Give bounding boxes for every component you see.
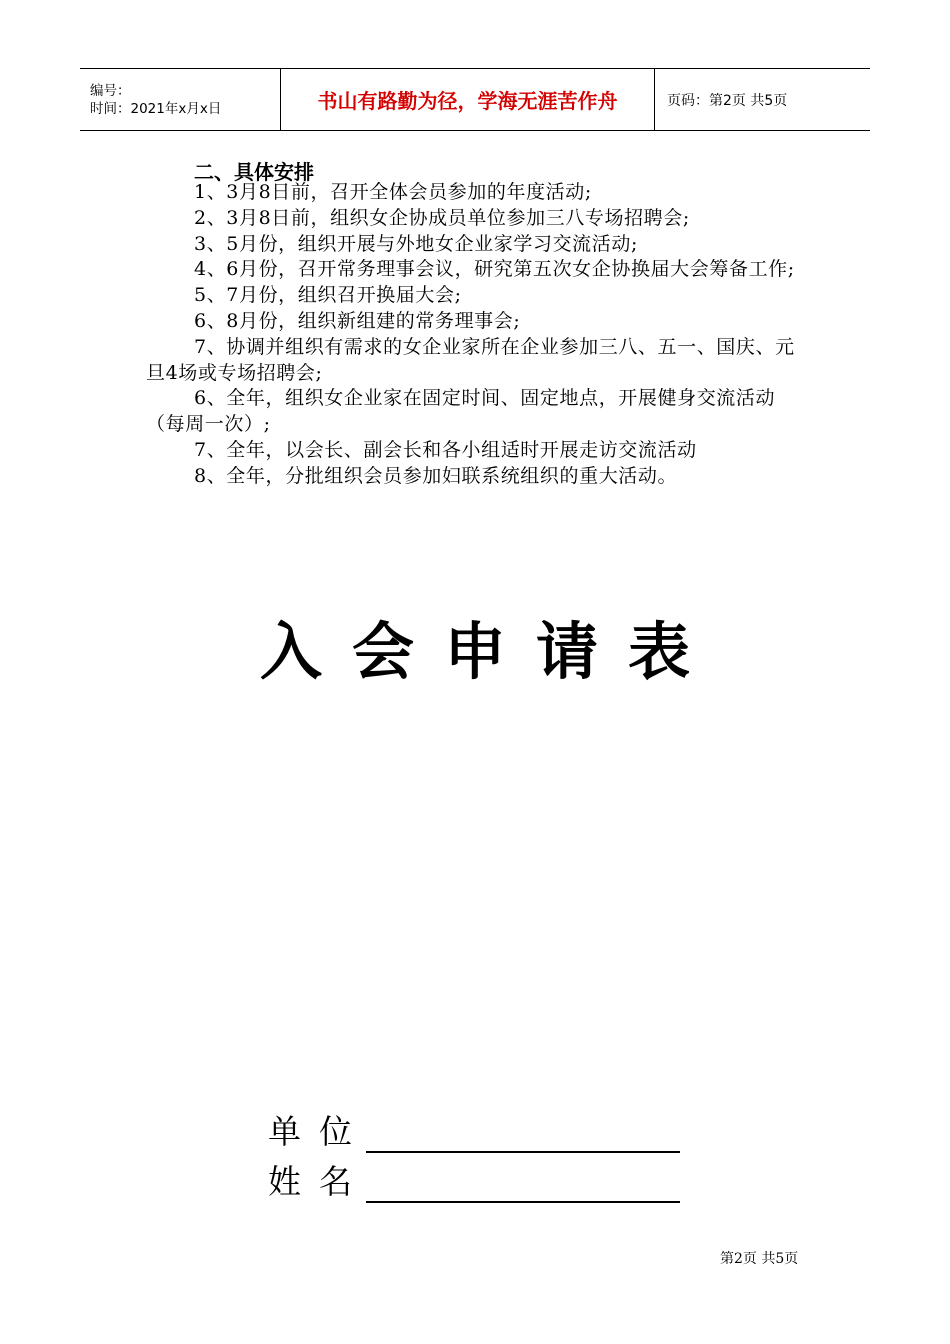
header-page-number: 页码：第2页 共5页 (667, 92, 788, 109)
document-date-label: 时间：2021年x月x日 (90, 100, 222, 117)
list-item: 6、全年，组织女企业家在固定时间、固定地点，开展健身交流活动（每周一次）; (146, 387, 776, 436)
list-item: 7、协调并组织有需求的女企业家所在企业参加三八、五一、国庆、元旦4场或专场招聘会; (146, 335, 795, 384)
name-blank-line[interactable] (366, 1167, 680, 1203)
section-title: 二、具体安排 (194, 160, 314, 184)
unit-field (268, 1106, 680, 1153)
unit-blank-line[interactable] (366, 1117, 680, 1153)
list-item: 1、3月8日前，召开全体会员参加的年度活动; (194, 181, 592, 203)
name-field (268, 1156, 680, 1203)
list-item: 6、8月份，组织新组建的常务理事会; (194, 309, 521, 332)
arrangement-list (146, 180, 810, 490)
document-number-label: 编号： (90, 82, 131, 99)
page-footer: 第2页 共5页 (720, 1251, 799, 1267)
list-item: 4、6月份，召开常务理事会议，研究第五次女企协换届大会筹备工作; (194, 258, 795, 281)
form-title: 入会申请表 (259, 615, 720, 688)
list-item: 7、全年，以会长、副会长和各小组适时开展走访交流活动 (194, 438, 697, 461)
list-item: 5、7月份，组织召开换届大会; (194, 284, 462, 307)
list-item: 2、3月8日前，组织女企协成员单位参加三八专场招聘会; (194, 206, 690, 229)
list-item: 3、5月份，组织开展与外地女企业家学习交流活动; (194, 232, 638, 255)
header-motto: 书山有路勤为径，学海无涯苦作舟 (281, 69, 655, 130)
header-meta (80, 69, 281, 130)
page-header (80, 68, 870, 131)
unit-label: 单位 (268, 1112, 370, 1151)
list-item: 8、全年，分批组织会员参加妇联系统组织的重大活动。 (194, 464, 678, 487)
name-label: 姓名 (268, 1162, 370, 1201)
